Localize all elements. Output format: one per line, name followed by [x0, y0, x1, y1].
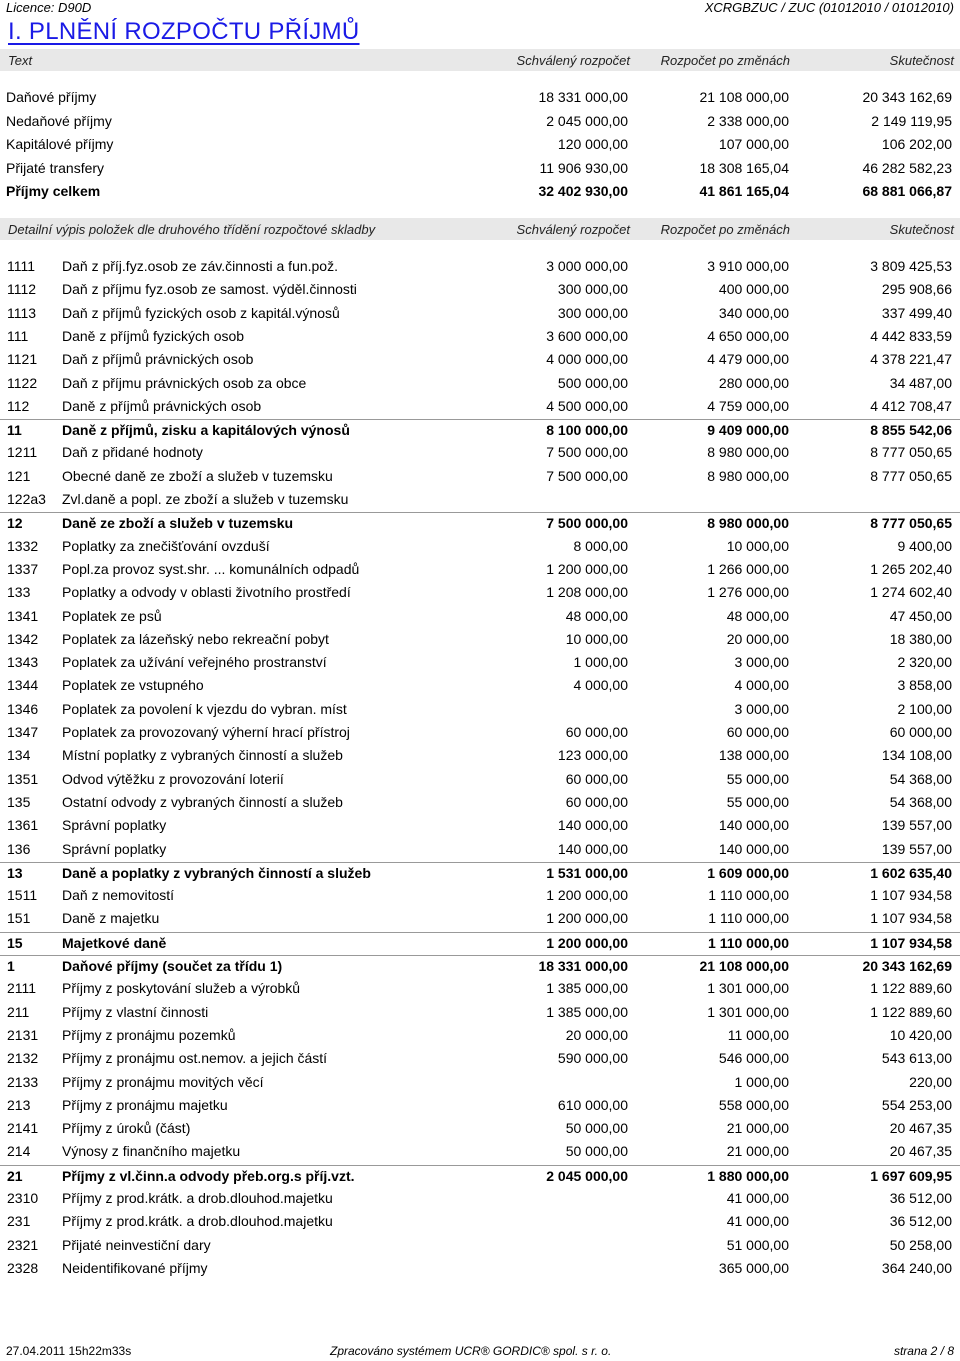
table-row: [0, 1211, 960, 1233]
item-name: Zvl.daně a popl. ze zboží a služeb v tuzemsku: [62, 491, 349, 507]
item-code: 12: [7, 515, 23, 532]
actual-value: 1 122 889,60: [870, 1003, 952, 1020]
approved-budget-value: 48 000,00: [565, 607, 628, 624]
table-row: [0, 675, 960, 697]
table-row: [0, 699, 960, 721]
table-row: [0, 606, 960, 628]
summary-row: [0, 134, 960, 156]
approved-budget-value: 1 531 000,00: [546, 864, 628, 881]
item-code: 1341: [7, 607, 39, 624]
adjusted-budget-value: 8 980 000,00: [707, 515, 789, 532]
approved-budget-value: 7 500 000,00: [546, 515, 628, 532]
table-row: [0, 908, 960, 930]
adjusted-budget-value: 10 000,00: [726, 537, 789, 554]
row-text: Příjmy celkem: [6, 183, 101, 199]
actual-value: 50 258,00: [889, 1236, 952, 1253]
item-code: 1347: [7, 724, 39, 740]
table-row: [0, 769, 960, 791]
summary-row: [0, 111, 960, 133]
item-name: Poplatek za lázeňský nebo rekreační pobyt: [62, 630, 329, 647]
summary-row: [0, 158, 960, 180]
item-code: 13: [7, 864, 23, 881]
actual-value: 36 512,00: [889, 1213, 952, 1230]
table-row: [0, 1118, 960, 1140]
table-row: [0, 559, 960, 581]
actual-value: 8 777 050,65: [870, 444, 952, 461]
item-name: Příjmy z pronájmu movitých věcí: [62, 1073, 264, 1090]
table-row: [0, 955, 960, 978]
approved-budget-value: 50 000,00: [565, 1120, 628, 1137]
adjusted-budget-value: 546 000,00: [718, 1050, 789, 1067]
adjusted-budget-value: 55 000,00: [726, 770, 789, 787]
actual-value: 54 368,00: [889, 770, 952, 787]
row-text: Daňové příjmy: [6, 89, 97, 105]
actual-value: 2 100,00: [897, 700, 952, 717]
approved-budget-value: 4 500 000,00: [546, 397, 628, 414]
approved-budget-value: 8 000,00: [573, 537, 628, 554]
item-name: Daň z příjmů právnických osob: [62, 351, 254, 368]
item-code: 2131: [7, 1026, 39, 1043]
approved-budget-value: 1 200 000,00: [546, 560, 628, 577]
item-name: Daň z příj.fyz.osob ze záv.činnosti a fun.pož.: [62, 258, 338, 274]
actual-value: 4 412 708,47: [870, 397, 952, 414]
approved-budget-value: 3 000 000,00: [546, 258, 628, 274]
approved-budget-value: 140 000,00: [557, 840, 628, 857]
table-row: [0, 1258, 960, 1280]
item-code: 213: [7, 1096, 31, 1113]
adjusted-budget-value: 4 479 000,00: [707, 351, 789, 368]
item-code: 1351: [7, 770, 39, 787]
table-row: [0, 1141, 960, 1163]
actual-value: 1 697 609,95: [870, 1167, 952, 1184]
item-code: 1511: [7, 887, 38, 904]
item-name: Příjmy z pronájmu majetku: [62, 1096, 228, 1113]
adjusted-budget-value: 1 609 000,00: [707, 864, 789, 881]
item-code: 2111: [7, 980, 37, 997]
item-name: Příjmy z vlastní činnosti: [62, 1003, 209, 1020]
approved-budget-value: 2 045 000,00: [546, 1167, 628, 1184]
item-code: 1342: [7, 630, 39, 647]
column-header-detail: Detailní výpis položek dle druhového třídění rozpočtové skladby: [8, 222, 376, 237]
item-name: Správní poplatky: [62, 817, 167, 834]
actual-value: 2 149 119,95: [871, 112, 952, 129]
table-row: [0, 629, 960, 651]
actual-value: 3 858,00: [897, 677, 952, 694]
actual-value: 1 107 934,58: [870, 910, 952, 927]
adjusted-budget-value: 18 308 165,04: [699, 159, 789, 176]
page-footer: [0, 1344, 960, 1361]
item-name: Daň z nemovitostí: [62, 887, 175, 904]
table-row: [0, 326, 960, 348]
licence-label: Licence: D90D: [6, 0, 92, 15]
column-header-adjusted: Rozpočet po změnách: [660, 222, 790, 237]
item-code: 2133: [7, 1073, 39, 1090]
item-code: 121: [7, 467, 31, 484]
item-code: 1: [7, 958, 15, 974]
table-row: [0, 1095, 960, 1117]
table-row: [0, 279, 960, 301]
item-name: Poplatek ze psů: [62, 607, 162, 624]
adjusted-budget-value: 558 000,00: [718, 1096, 789, 1113]
item-code: 1121: [7, 351, 38, 368]
table-row: [0, 536, 960, 558]
table-row: [0, 349, 960, 371]
approved-budget-value: 123 000,00: [557, 747, 628, 764]
approved-budget-value: 300 000,00: [557, 281, 628, 298]
table-row: [0, 1072, 960, 1094]
adjusted-budget-value: 4 000,00: [734, 677, 789, 694]
item-name: Správní poplatky: [62, 840, 167, 857]
actual-value: 47 450,00: [889, 607, 952, 624]
actual-value: 3 809 425,53: [870, 258, 952, 274]
summary-row: [0, 181, 960, 203]
actual-value: 8 777 050,65: [870, 467, 952, 484]
item-name: Daně z příjmů fyzických osob: [62, 327, 245, 344]
table-row: [0, 512, 960, 535]
adjusted-budget-value: 21 000,00: [726, 1143, 789, 1160]
approved-budget-value: 1 385 000,00: [546, 1003, 628, 1020]
approved-budget-value: 590 000,00: [557, 1050, 628, 1067]
item-code: 1111: [7, 258, 36, 274]
item-name: Poplatky a odvody v oblasti životního prostředí: [62, 584, 351, 601]
report-header: [0, 0, 960, 20]
item-code: 2328: [7, 1259, 39, 1276]
column-header-adjusted: Rozpočet po změnách: [660, 53, 790, 68]
adjusted-budget-value: 55 000,00: [726, 793, 789, 810]
actual-value: 1 107 934,58: [870, 887, 952, 904]
item-code: 2310: [7, 1190, 39, 1206]
table-row: [0, 1165, 960, 1188]
footer-processed-by: Zpracováno systémem UCR® GORDIC® spol. s r. o.: [330, 1344, 612, 1358]
item-code: 151: [7, 910, 31, 927]
item-name: Daně a poplatky z vybraných činností a služeb: [62, 864, 371, 881]
item-name: Neidentifikované příjmy: [62, 1259, 208, 1276]
item-name: Obecné daně ze zboží a služeb v tuzemsku: [62, 467, 333, 484]
table-row: [0, 1235, 960, 1257]
item-code: 211: [7, 1003, 30, 1020]
actual-value: 20 343 162,69: [862, 89, 952, 105]
table-row: [0, 839, 960, 861]
actual-value: 364 240,00: [881, 1259, 952, 1276]
row-text: Přijaté transfery: [6, 159, 105, 176]
approved-budget-value: 60 000,00: [565, 724, 628, 740]
adjusted-budget-value: 4 650 000,00: [707, 327, 789, 344]
approved-budget-value: 20 000,00: [565, 1026, 628, 1043]
item-name: Ostatní odvody z vybraných činností a služeb: [62, 793, 343, 810]
actual-value: 554 253,00: [881, 1096, 952, 1113]
approved-budget-value: 300 000,00: [557, 304, 628, 321]
adjusted-budget-value: 41 000,00: [726, 1213, 789, 1230]
approved-budget-value: 610 000,00: [557, 1096, 628, 1113]
adjusted-budget-value: 4 759 000,00: [707, 397, 789, 414]
approved-budget-value: 1 200 000,00: [546, 910, 628, 927]
actual-value: 543 613,00: [881, 1050, 952, 1067]
table-row: [0, 885, 960, 907]
item-name: Příjmy z poskytování služeb a výrobků: [62, 980, 301, 997]
actual-value: 20 467,35: [889, 1120, 952, 1137]
item-code: 135: [7, 793, 31, 810]
item-name: Příjmy z prod.krátk. a drob.dlouhod.majetku: [62, 1213, 333, 1230]
adjusted-budget-value: 20 000,00: [726, 630, 789, 647]
adjusted-budget-value: 400 000,00: [718, 281, 789, 298]
actual-value: 337 499,40: [881, 304, 952, 321]
adjusted-budget-value: 9 409 000,00: [707, 422, 789, 439]
item-code: 1361: [7, 817, 39, 834]
actual-value: 10 420,00: [889, 1026, 952, 1043]
table-row: [0, 862, 960, 885]
item-code: 1211: [7, 444, 38, 461]
adjusted-budget-value: 1 301 000,00: [707, 1003, 789, 1020]
approved-budget-value: 18 331 000,00: [538, 89, 628, 105]
approved-budget-value: 60 000,00: [565, 770, 628, 787]
adjusted-budget-value: 1 110 000,00: [708, 934, 789, 951]
table-row: [0, 466, 960, 488]
row-text: Nedaňové příjmy: [6, 112, 112, 129]
table-row: [0, 256, 960, 278]
adjusted-budget-value: 21 108 000,00: [699, 89, 789, 105]
actual-value: 54 368,00: [889, 793, 952, 810]
actual-value: 2 320,00: [897, 654, 952, 671]
table-row: [0, 1048, 960, 1070]
item-name: Poplatek ze vstupného: [62, 677, 204, 694]
detail-table-header: [0, 218, 960, 240]
item-name: Příjmy z vl.činn.a odvody přeb.org.s příj.vzt.: [62, 1167, 355, 1184]
item-name: Daň z přidané hodnoty: [62, 444, 203, 461]
approved-budget-value: 2 045 000,00: [546, 112, 628, 129]
approved-budget-value: 60 000,00: [565, 793, 628, 810]
approved-budget-value: 1 200 000,00: [546, 887, 628, 904]
item-name: Popl.za provoz syst.shr. ... komunálních odpadů: [62, 560, 360, 577]
actual-value: 1 122 889,60: [870, 980, 952, 997]
item-code: 111: [7, 327, 29, 344]
item-name: Přijaté neinvestiční dary: [62, 1236, 211, 1253]
actual-value: 4 442 833,59: [870, 327, 952, 344]
table-row: [0, 373, 960, 395]
column-header-approved: Schválený rozpočet: [516, 222, 630, 237]
item-name: Výnosy z finančního majetku: [62, 1143, 241, 1160]
approved-budget-value: 120 000,00: [557, 136, 628, 152]
actual-value: 1 265 202,40: [870, 560, 952, 577]
item-code: 2132: [7, 1050, 39, 1067]
actual-value: 1 107 934,58: [870, 934, 952, 951]
approved-budget-value: 1 385 000,00: [546, 980, 628, 997]
column-header-text: Text: [8, 53, 33, 68]
adjusted-budget-value: 21 108 000,00: [699, 958, 789, 974]
item-name: Majetkové daně: [62, 934, 167, 951]
item-code: 21: [7, 1167, 23, 1184]
item-name: Daňové příjmy (součet za třídu 1): [62, 958, 283, 974]
approved-budget-value: 4 000,00: [573, 677, 628, 694]
adjusted-budget-value: 11 000,00: [727, 1026, 789, 1043]
item-code: 133: [7, 584, 31, 601]
item-name: Příjmy z pronájmu ost.nemov. a jejich částí: [62, 1050, 328, 1067]
table-row: [0, 978, 960, 1000]
table-row: [0, 722, 960, 744]
approved-budget-value: 1 000,00: [573, 654, 628, 671]
approved-budget-value: 8 100 000,00: [546, 422, 628, 439]
page-title: I. PLNĚNÍ ROZPOČTU PŘÍJMŮ: [8, 18, 360, 45]
item-name: Poplatek za užívání veřejného prostranství: [62, 654, 327, 671]
item-code: 1113: [7, 304, 37, 321]
adjusted-budget-value: 51 000,00: [726, 1236, 789, 1253]
actual-value: 1 274 602,40: [870, 584, 952, 601]
actual-value: 60 000,00: [889, 724, 952, 740]
approved-budget-value: 4 000 000,00: [546, 351, 628, 368]
table-row: [0, 932, 960, 955]
item-code: 1112: [7, 281, 37, 298]
summary-row: [0, 87, 960, 109]
adjusted-budget-value: 2 338 000,00: [707, 112, 789, 129]
actual-value: 106 202,00: [881, 136, 952, 152]
item-name: Příjmy z prod.krátk. a drob.dlouhod.majetku: [62, 1190, 333, 1206]
adjusted-budget-value: 41 000,00: [726, 1190, 789, 1206]
approved-budget-value: 7 500 000,00: [546, 467, 628, 484]
item-name: Daně z majetku: [62, 910, 160, 927]
item-name: Poplatek za provozovaný výherní hrací přístroj: [62, 724, 350, 740]
adjusted-budget-value: 140 000,00: [718, 817, 789, 834]
table-row: [0, 442, 960, 464]
adjusted-budget-value: 140 000,00: [718, 840, 789, 857]
footer-timestamp: 27.04.2011 15h22m33s: [6, 1344, 132, 1358]
item-code: 1343: [7, 654, 39, 671]
adjusted-budget-value: 60 000,00: [726, 724, 789, 740]
table-row: [0, 815, 960, 837]
adjusted-budget-value: 3 000,00: [734, 654, 789, 671]
item-code: 1346: [7, 700, 39, 717]
adjusted-budget-value: 1 110 000,00: [708, 887, 789, 904]
item-code: 1332: [7, 537, 39, 554]
item-name: Daně ze zboží a služeb v tuzemsku: [62, 515, 294, 532]
item-code: 1344: [7, 677, 39, 694]
adjusted-budget-value: 1 301 000,00: [707, 980, 789, 997]
actual-value: 46 282 582,23: [862, 159, 952, 176]
approved-budget-value: 500 000,00: [557, 374, 628, 391]
item-code: 214: [7, 1143, 31, 1160]
actual-value: 8 777 050,65: [870, 515, 952, 532]
table-row: [0, 652, 960, 674]
adjusted-budget-value: 365 000,00: [718, 1259, 789, 1276]
adjusted-budget-value: 21 000,00: [726, 1120, 789, 1137]
item-code: 122a3: [7, 491, 46, 507]
actual-value: 8 855 542,06: [870, 422, 952, 439]
table-row: [0, 489, 960, 511]
table-row: [0, 303, 960, 325]
item-name: Poplatek za povolení k vjezdu do vybran. míst: [62, 700, 347, 717]
approved-budget-value: 140 000,00: [557, 817, 628, 834]
actual-value: 134 108,00: [881, 747, 952, 764]
table-row: [0, 1002, 960, 1024]
actual-value: 36 512,00: [889, 1190, 952, 1206]
adjusted-budget-value: 1 266 000,00: [707, 560, 789, 577]
item-name: Příjmy z úroků (část): [62, 1120, 191, 1137]
item-name: Poplatky za znečišťování ovzduší: [62, 537, 270, 554]
actual-value: 139 557,00: [881, 840, 952, 857]
table-row: [0, 745, 960, 767]
actual-value: 220,00: [909, 1073, 952, 1090]
approved-budget-value: 1 200 000,00: [546, 934, 628, 951]
actual-value: 68 881 066,87: [862, 183, 952, 199]
adjusted-budget-value: 8 980 000,00: [707, 467, 789, 484]
item-code: 1122: [7, 374, 38, 391]
adjusted-budget-value: 138 000,00: [718, 747, 789, 764]
item-code: 1337: [7, 560, 39, 577]
actual-value: 9 400,00: [897, 537, 952, 554]
item-code: 136: [7, 840, 31, 857]
approved-budget-value: 32 402 930,00: [538, 183, 628, 199]
approved-budget-value: 11 906 930,00: [539, 159, 628, 176]
actual-value: 18 380,00: [889, 630, 952, 647]
item-name: Daně z příjmů právnických osob: [62, 397, 262, 414]
actual-value: 1 602 635,40: [870, 864, 952, 881]
adjusted-budget-value: 340 000,00: [718, 304, 789, 321]
footer-page-number: strana 2 / 8: [893, 1344, 954, 1358]
adjusted-budget-value: 1 000,00: [734, 1073, 789, 1090]
approved-budget-value: 10 000,00: [565, 630, 628, 647]
approved-budget-value: 18 331 000,00: [538, 958, 628, 974]
column-header-approved: Schválený rozpočet: [516, 53, 630, 68]
item-code: 231: [7, 1213, 31, 1230]
approved-budget-value: 3 600 000,00: [546, 327, 628, 344]
item-name: Daň z příjmů fyzických osob z kapitál.výnosů: [62, 304, 340, 321]
item-code: 134: [7, 747, 31, 764]
adjusted-budget-value: 41 861 165,04: [699, 183, 789, 199]
actual-value: 34 487,00: [889, 374, 952, 391]
report-code: XCRGBZUC / ZUC (01012010 / 01012010): [704, 0, 954, 15]
table-row: [0, 792, 960, 814]
approved-budget-value: 50 000,00: [565, 1143, 628, 1160]
item-code: 2321: [7, 1236, 39, 1253]
adjusted-budget-value: 8 980 000,00: [707, 444, 789, 461]
approved-budget-value: 7 500 000,00: [546, 444, 628, 461]
adjusted-budget-value: 107 000,00: [718, 136, 789, 152]
adjusted-budget-value: 3 000,00: [734, 700, 789, 717]
adjusted-budget-value: 3 910 000,00: [707, 258, 789, 274]
column-header-actual: Skutečnost: [889, 222, 954, 237]
actual-value: 4 378 221,47: [870, 351, 952, 368]
actual-value: 20 343 162,69: [862, 958, 952, 974]
item-code: 15: [7, 934, 23, 951]
item-name: Daň z příjmu právnických osob za obce: [62, 374, 307, 391]
table-row: [0, 419, 960, 442]
table-row: [0, 582, 960, 604]
item-name: Odvod výtěžku z provozování loterií: [62, 770, 284, 787]
actual-value: 295 908,66: [881, 281, 952, 298]
table-row: [0, 1188, 960, 1210]
item-code: 2141: [7, 1120, 39, 1137]
adjusted-budget-value: 1 276 000,00: [707, 584, 789, 601]
item-name: Příjmy z pronájmu pozemků: [62, 1026, 236, 1043]
actual-value: 20 467,35: [889, 1143, 952, 1160]
item-name: Místní poplatky z vybraných činností a služeb: [62, 747, 343, 764]
item-name: Daň z příjmu fyz.osob ze samost. výděl.činnosti: [62, 281, 357, 298]
adjusted-budget-value: 1 110 000,00: [708, 910, 789, 927]
summary-table-header: [0, 49, 960, 71]
adjusted-budget-value: 48 000,00: [726, 607, 789, 624]
adjusted-budget-value: 280 000,00: [718, 374, 789, 391]
row-text: Kapitálové příjmy: [6, 136, 114, 152]
adjusted-budget-value: 1 880 000,00: [707, 1167, 789, 1184]
column-header-actual: Skutečnost: [889, 53, 954, 68]
item-code: 112: [7, 397, 30, 414]
table-row: [0, 1025, 960, 1047]
actual-value: 139 557,00: [881, 817, 952, 834]
table-row: [0, 396, 960, 418]
approved-budget-value: 1 208 000,00: [546, 584, 628, 601]
item-code: 11: [7, 422, 22, 439]
item-name: Daně z příjmů, zisku a kapitálových výnosů: [62, 422, 350, 439]
